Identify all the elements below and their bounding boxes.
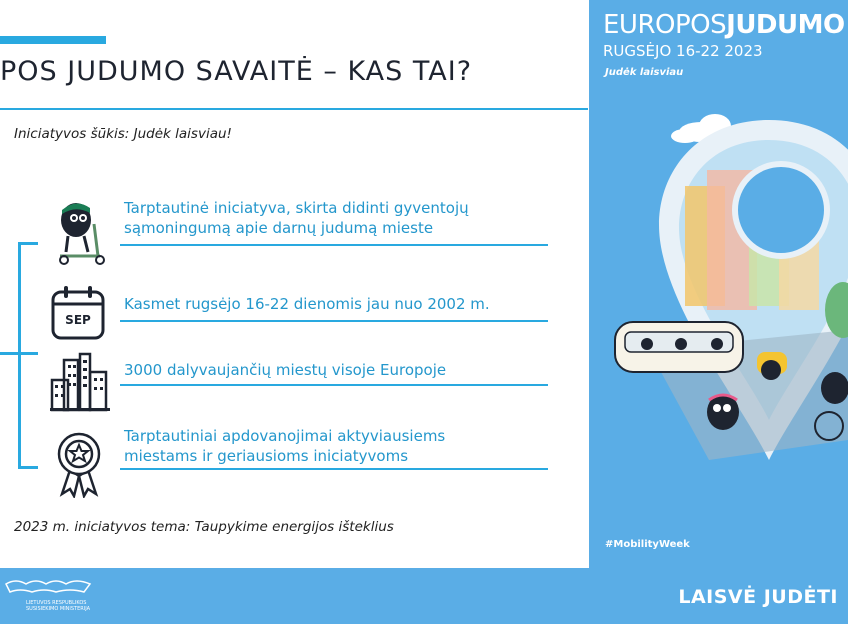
footer-slogan: LAISVĖ JUDĖTI: [678, 586, 838, 608]
ministry-name-line-2: SUSISIEKIMO MINISTERIJA: [26, 606, 91, 612]
poster-title-bold: JUDUMO: [726, 10, 845, 40]
poster-title-light: EUROPOS: [603, 10, 727, 40]
poster-dates: RUGSĖJO 16-22 2023: [603, 42, 763, 60]
scooter-mascot-icon: [50, 196, 112, 270]
bracket-tick-bottom: [18, 466, 38, 469]
ministry-logo-icon: [4, 576, 94, 598]
item-4-line-2: miestams ir geriausioms iniciatyvoms: [124, 447, 409, 465]
item-4-line-1: Tarptautiniai apdovanojimai aktyviausiems: [124, 427, 446, 445]
ministry-name-line-1: LIETUVOS RESPUBLIKOS: [26, 600, 87, 606]
award-rosette-icon: [56, 432, 102, 502]
ministry-name: [26, 600, 106, 612]
tagline: Iniciatyvos šūkis: Judėk laisviau!: [14, 126, 232, 142]
bracket-tick-top: [18, 242, 38, 245]
footer-bar: [0, 568, 848, 624]
calendar-month-label: SEP: [65, 313, 91, 327]
accent-bar: [0, 36, 106, 44]
ministry-logo: [4, 576, 94, 602]
city-buildings-icon: [50, 352, 110, 416]
item-4-rule: [120, 468, 548, 470]
bracket-line: [18, 242, 21, 468]
item-3-rule: [120, 384, 548, 386]
item-2-text: Kasmet rugsėjo 16-22 dienomis jau nuo 2002 m.: [124, 295, 490, 313]
mobility-week-poster: [589, 0, 848, 568]
bracket-tick-middle: [0, 352, 38, 355]
poster-illustration: [589, 100, 848, 568]
item-3-text: 3000 dalyvaujančių miestų visoje Europoje: [124, 361, 447, 379]
theme-text: 2023 m. iniciatyvos tema: Taupykime energijos išteklius: [14, 519, 394, 535]
item-2-rule: [120, 320, 548, 322]
item-1-line-1: Tarptautinė iniciatyva, skirta didinti gyventojų: [124, 199, 469, 217]
poster-title: [603, 10, 845, 40]
poster-hashtag: #MobilityWeek: [605, 539, 690, 550]
calendar-icon: [50, 284, 106, 346]
title-divider: [0, 108, 588, 110]
poster-slogan: Judėk laisviau: [605, 67, 684, 78]
item-4-text: [124, 426, 445, 466]
page-title: POS JUDUMO SAVAITĖ – KAS TAI?: [0, 56, 473, 87]
item-1-text: [124, 198, 469, 238]
item-1-line-2: sąmoningumą apie darnų judumą mieste: [124, 219, 434, 237]
item-1-rule: [120, 244, 548, 246]
